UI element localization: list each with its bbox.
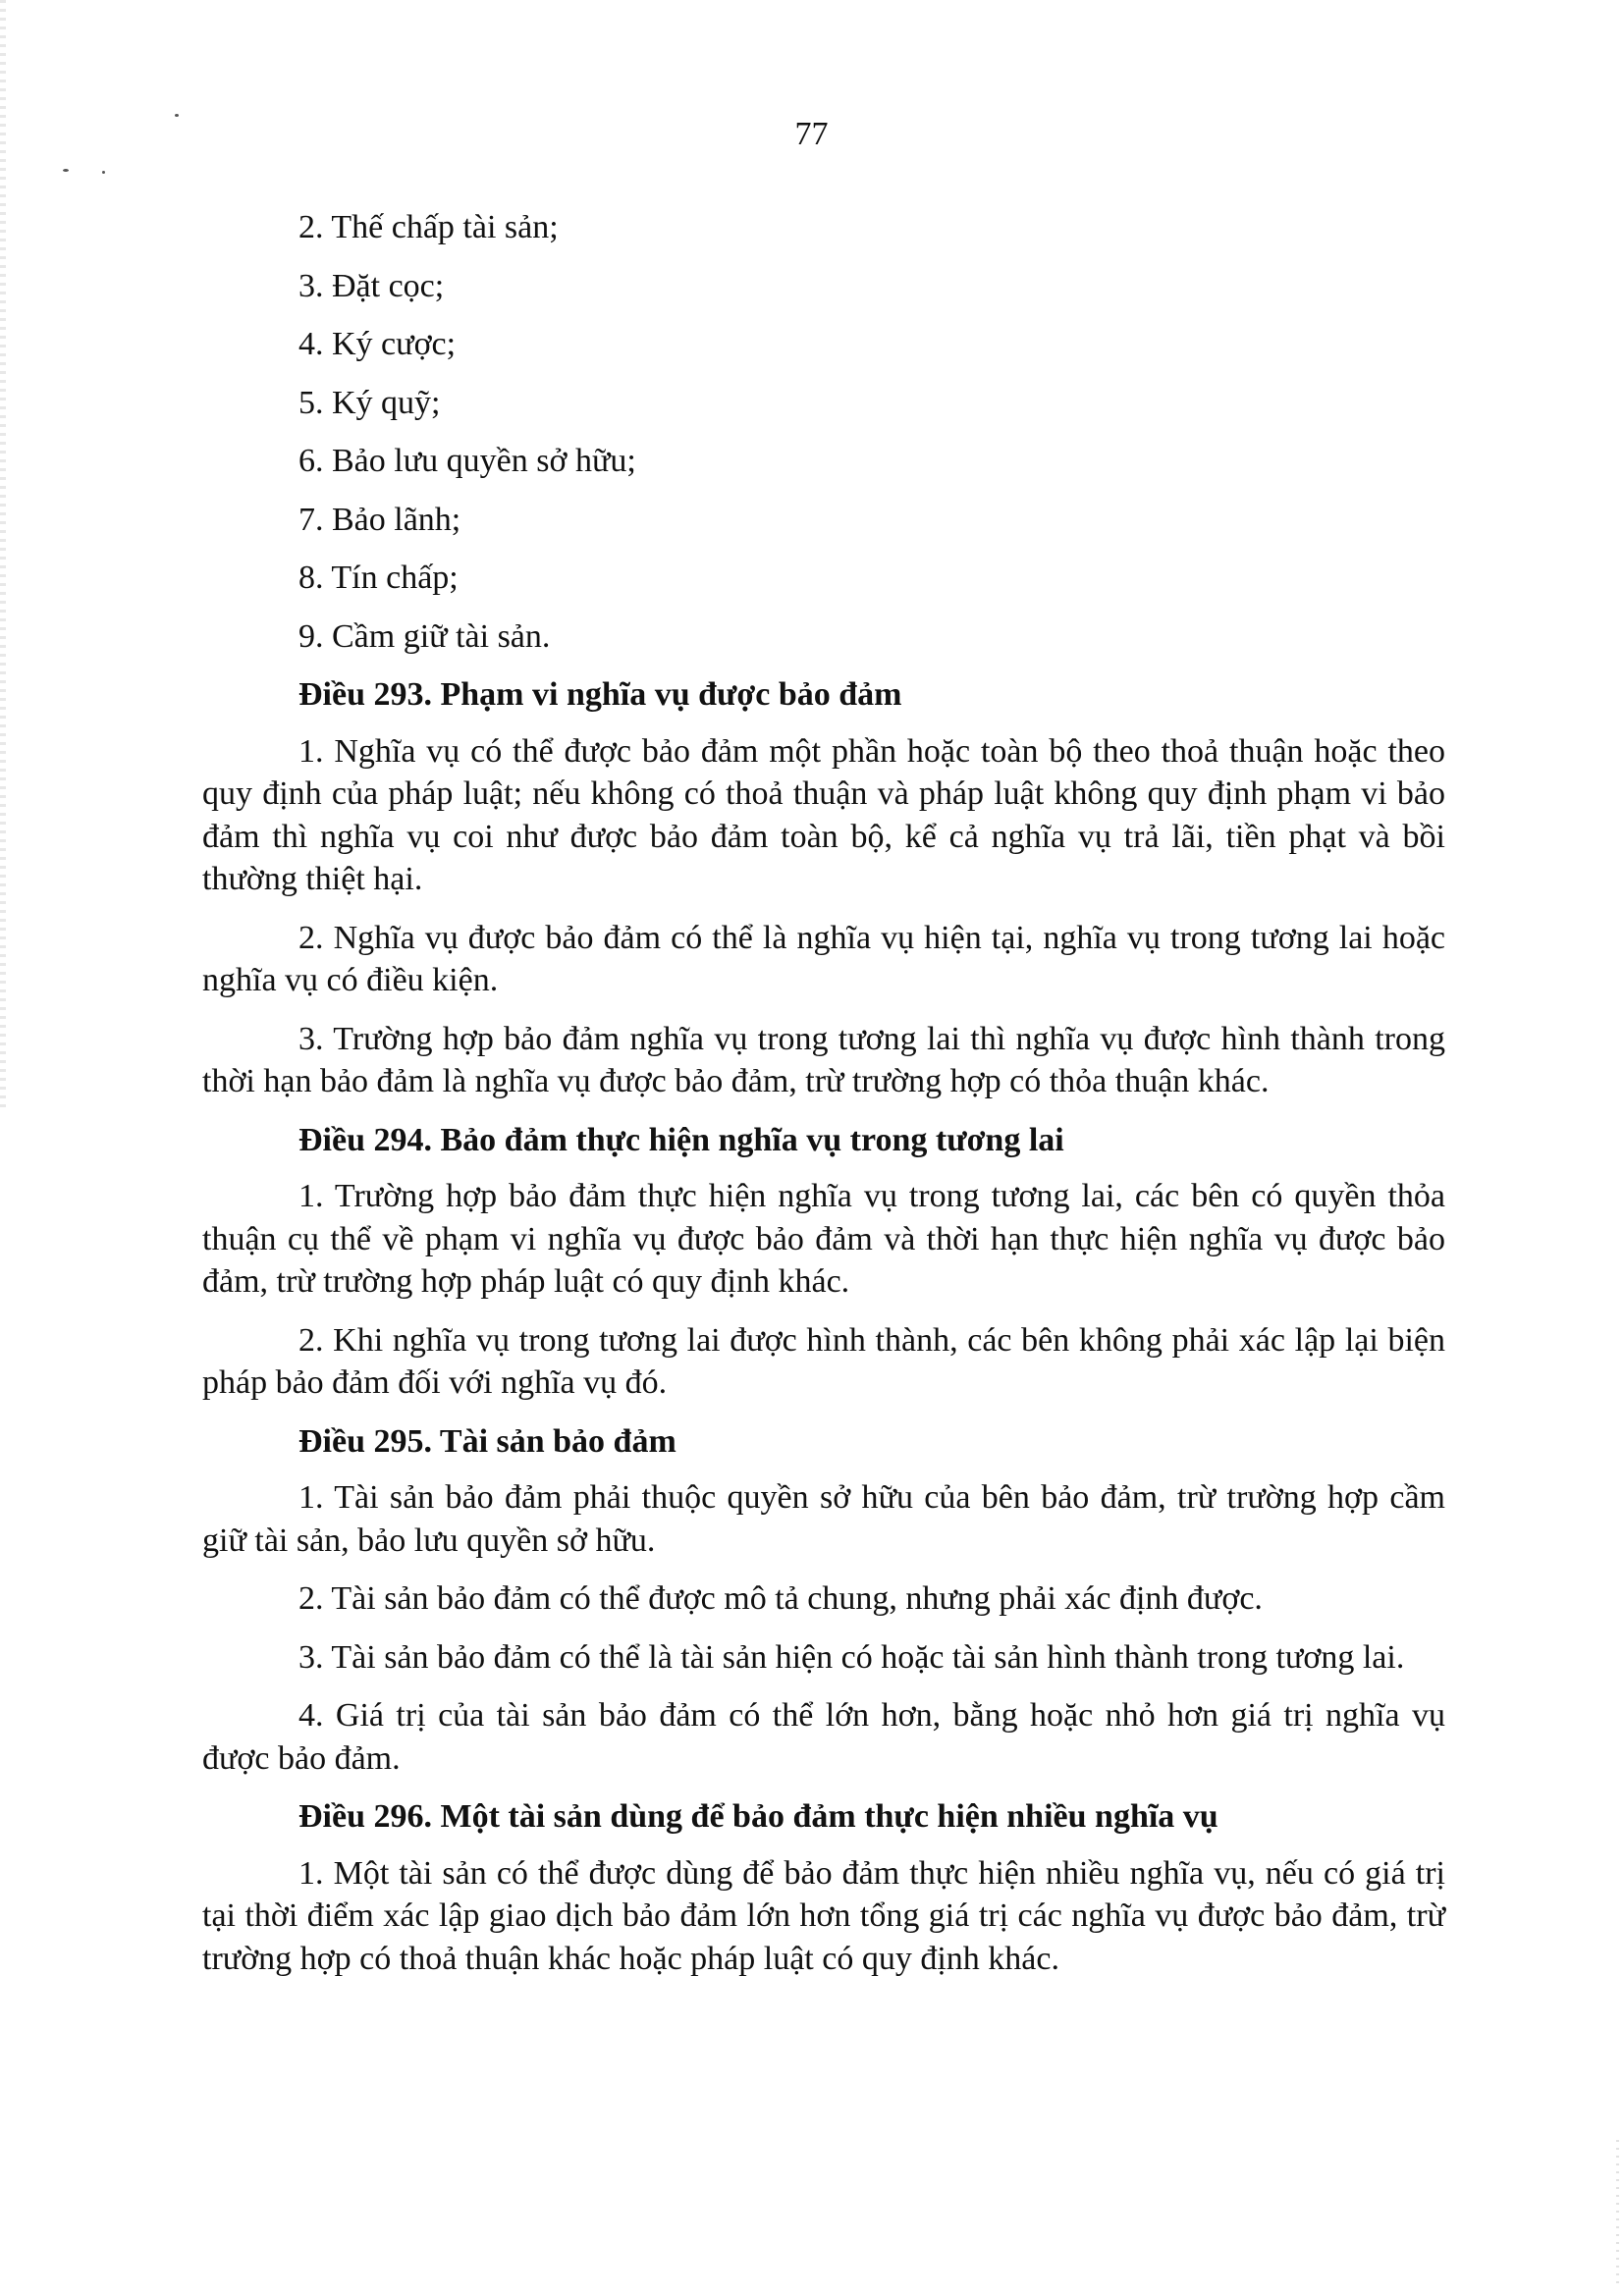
paragraph: 4. Giá trị của tài sản bảo đảm có thể lớn hơn, bằng hoặc nhỏ hơn giá trị nghĩa vụ được bảo đảm. (202, 1697, 1445, 1777)
list-item: 2. Thế chấp tài sản; (298, 209, 559, 245)
paragraph: 2. Khi nghĩa vụ trong tương lai được hình thành, các bên không phải xác lập lại biện pháp bảo đảm đối với nghĩa vụ đó. (202, 1321, 1445, 1401)
list-item: 9. Cầm giữ tài sản. (298, 617, 551, 655)
document-body (202, 206, 1445, 1996)
scan-edge-right (1616, 2140, 1619, 2287)
article-heading: Điều 293. Phạm vi nghĩa vụ được bảo đảm (298, 676, 902, 713)
paragraph: 3. Trường hợp bảo đảm nghĩa vụ trong tương lai thì nghĩa vụ được hình thành trong thời hạn bảo đảm là nghĩa vụ được bảo đảm, trừ trường hợp có thỏa thuận khác. (202, 1020, 1445, 1099)
paragraph: 1. Trường hợp bảo đảm thực hiện nghĩa vụ trong tương lai, các bên có quyền thỏa thuận cụ thể về phạm vi nghĩa vụ được bảo đảm và thời hạn thực hiện nghĩa vụ được bảo đảm, trừ trường hợp pháp luật có quy định khác. (202, 1178, 1445, 1300)
list-item: 5. Ký quỹ; (298, 384, 441, 421)
paragraph: 2. Nghĩa vụ được bảo đảm có thể là nghĩa vụ hiện tại, nghĩa vụ trong tương lai hoặc nghĩa vụ có điều kiện. (202, 919, 1445, 998)
article-294 (202, 1119, 1445, 1405)
paragraph: 1. Nghĩa vụ có thể được bảo đảm một phần hoặc toàn bộ theo thoả thuận hoặc theo quy định của pháp luật; nếu không có thoả thuận và pháp luật không quy định phạm vi bảo đảm thì nghĩa vụ coi như được bảo đảm toàn bộ, kể cả nghĩa vụ trả lãi, tiền phạt và bồi thường thiệt hại. (202, 732, 1445, 897)
scan-speck (102, 171, 105, 174)
page-number: 77 (794, 116, 829, 152)
paragraph: 1. Một tài sản có thể được dùng để bảo đảm thực hiện nhiều nghĩa vụ, nếu có giá trị tại thời điểm xác lập giao dịch bảo đảm lớn hơn tổng giá trị các nghĩa vụ được bảo đảm, trừ trường hợp có thoả thuận khác hoặc pháp luật có quy định khác. (202, 1854, 1445, 1977)
list-item: 3. Đặt cọc; (298, 267, 445, 304)
paragraph: 2. Tài sản bảo đảm có thể được mô tả chung, nhưng phải xác định được. (298, 1580, 1263, 1617)
article-heading: Điều 294. Bảo đảm thực hiện nghĩa vụ trong tương lai (298, 1121, 1064, 1158)
article-293 (202, 673, 1445, 1103)
article-296 (202, 1795, 1445, 1980)
article-heading: Điều 295. Tài sản bảo đảm (298, 1422, 676, 1460)
paragraph: 1. Tài sản bảo đảm phải thuộc quyền sở hữu của bên bảo đảm, trừ trường hợp cầm giữ tài sản, bảo lưu quyền sở hữu. (202, 1479, 1445, 1559)
article-heading: Điều 296. Một tài sản dùng để bảo đảm thực hiện nhiều nghĩa vụ (298, 1798, 1218, 1835)
scan-speck (63, 169, 69, 172)
list-item: 4. Ký cược; (298, 326, 457, 362)
list-item: 6. Bảo lưu quyền sở hữu; (298, 443, 636, 479)
paragraph: 3. Tài sản bảo đảm có thể là tài sản hiện có hoặc tài sản hình thành trong tương lai. (298, 1638, 1405, 1676)
list-item: 8. Tín chấp; (298, 560, 459, 596)
scan-edge-left (0, 0, 6, 1109)
article-295 (202, 1420, 1445, 1781)
list-item: 7. Bảo lãnh; (298, 501, 461, 538)
list (202, 206, 1445, 658)
